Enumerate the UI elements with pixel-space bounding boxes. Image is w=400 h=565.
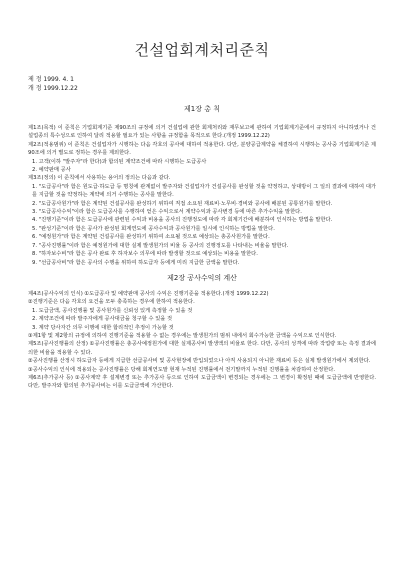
article-paragraph: ②공사진행률 산정시 하도급자 등에게 지급한 선급공사비 및 공사현장에 반입되었으나 아직 사용되지 아니한 재료비 등은 실제 발생원가에서 제외한다. [28, 358, 371, 365]
article-paragraph: 제5조(공사진행률의 산정) ①공사진행률은 총공사예정원가에 대한 실제공사비 발생액의 비율로 한다. 다만, 공사의 성격에 따라 작업량 또는 측정 결과에 의한 비율을 적용할 수 있다. [28, 341, 376, 356]
article-paragraph: 1. "도급공사"라 함은 원도급·하도급 등 명칭에 관계없이 발주자와 건설업자가 건설공사를 완성할 것을 약정하고, 상대방이 그 일의 결과에 대하여 대가를 지급할 것을 약정하는 계약에 의거 수행하는 공사를 말한다. [32, 183, 376, 199]
revision-info [28, 75, 376, 93]
article-paragraph: 7. "공사진행률"이라 함은 예정원가에 대한 실제 발생원가의 비율 등 공사의 진행정도를 나타내는 비율을 말한다. [32, 242, 289, 249]
article-paragraph: 제2조(적용범위) 이 준칙은 건설업자가 시행하는 다음 각호의 공사에 대하여 적용한다. 다만, 분양공급계약을 체결하여 시행하는 공사중 기업회계기준 제90조에 의거 별도로 정하는 경우를 제외한다. [28, 141, 376, 157]
chapter-2-heading: 제2장 공사수익의 계산 [167, 273, 237, 282]
chapter-1-heading: 제1장 총 칙 [184, 105, 220, 113]
article-paragraph: 4. "진행기준"이라 함은 도급공사에 관련된 수익과 비용을 공사의 진행정도에 따라 각 회계기간에 배분하여 인식하는 방법을 말한다. [32, 217, 333, 224]
article-paragraph: 3. 계약 당사자간 의무 이행에 대한 합리적인 추정이 가능할 것 [32, 324, 174, 331]
chapter-2-body [28, 290, 376, 391]
article-paragraph: 8. "하자보수비"라 함은 공사 완료 후 하자보수 의무에 따라 발생할 것으로 예상되는 비용을 말한다. [32, 251, 258, 258]
chapter-1-body [28, 124, 376, 267]
article-paragraph: 9. "선급공사비"라 함은 공사의 수행을 위하여 하도급자 등에게 미리 지급한 금액을 말한다. [32, 259, 240, 266]
article-paragraph: 6. "예정원가"라 함은 계약된 건설공사를 완성하기 위하여 소요될 것으로 예상되는 총공사원가를 말한다. [32, 234, 270, 241]
article-paragraph: 제6조(추가공사 등) ①공사계약 후 설계변경 또는 추가공사 등으로 인하여 도급금액이 변경되는 경우에는 그 변경이 확정된 때에 도급금액에 반영한다. 다만, 발주자와 합의된 추가공사비는 이를 도급금액에 가산한다. [28, 374, 376, 390]
revision-date: 개 정 1999.12.22 [28, 85, 78, 92]
article-paragraph: 1. 도급금액, 공사진행률 및 공사원가를 신뢰성 있게 측정할 수 있을 것 [32, 307, 193, 314]
article-paragraph: 제4조(공사수익의 인식) ①도급공사 및 예약판매 공사의 수익은 진행기준을 적용한다.(개정 1999.12.22) [28, 290, 269, 297]
article-paragraph: 3. "도급공사수익"이라 함은 도급공사를 수행하여 얻은 수익으로서 계약수익과 공사변경 등에 따른 추가수익을 말한다. [32, 209, 302, 216]
article-paragraph: 2. 계약조건에 따라 발주자에게 공사대금을 청구할 수 있을 것 [32, 316, 173, 323]
article-paragraph: 제1조(목적) 이 준칙은 기업회계기준 제90조의 규정에 의거 건설업에 관한 회계처리와 재무보고에 관하여 기업회계기준에서 규정하지 아니하였거나 건설업종의 특수성으로 인하여 달리 적용할 필요가 있는 사항을 규정함을 목적으로 한다.(개정 1999.12.22) [28, 125, 376, 140]
article-paragraph: 5. "완성기준"이라 함은 공사가 완성된 회계연도에 공사수익과 공사원가를 일시에 인식하는 방법을 말한다. [32, 225, 275, 232]
article-paragraph: 1. 고객(이하 "발주자"라 한다)과 합의된 계약조건에 따라 시행하는 도급공사 [32, 158, 207, 165]
article-paragraph: 2. "도급공사원가"라 함은 계약된 건설공사를 완성하기 위하여 직접 소요된 재료비·노무비·경비와 공사에 배분된 공통원가를 말한다. [32, 200, 333, 207]
article-paragraph: 2. 예약판매 공사 [32, 167, 71, 174]
enactment-date: 제 정 1999. 4. 1 [28, 76, 74, 83]
article-paragraph: ③공사수익의 인식에 적용되는 공사진행률은 당해 회계연도말 현재 누적된 진행률에서 전기말까지 누적된 진행률을 차감하여 산정한다. [28, 366, 336, 373]
document-title: 건설업회계처리준칙 [134, 41, 270, 59]
article-paragraph: ②진행기준은 다음 각호의 요건을 모두 충족하는 경우에 한하여 적용한다. [28, 299, 195, 306]
article-paragraph: ③제1항 및 제2항의 규정에 의하여 진행기준을 적용할 수 없는 경우에는 발생원가의 범위 내에서 회수가능한 금액을 수익으로 인식한다. [28, 332, 337, 339]
article-paragraph: 제3조(정의) 이 준칙에서 사용하는 용어의 정의는 다음과 같다. [28, 175, 171, 182]
